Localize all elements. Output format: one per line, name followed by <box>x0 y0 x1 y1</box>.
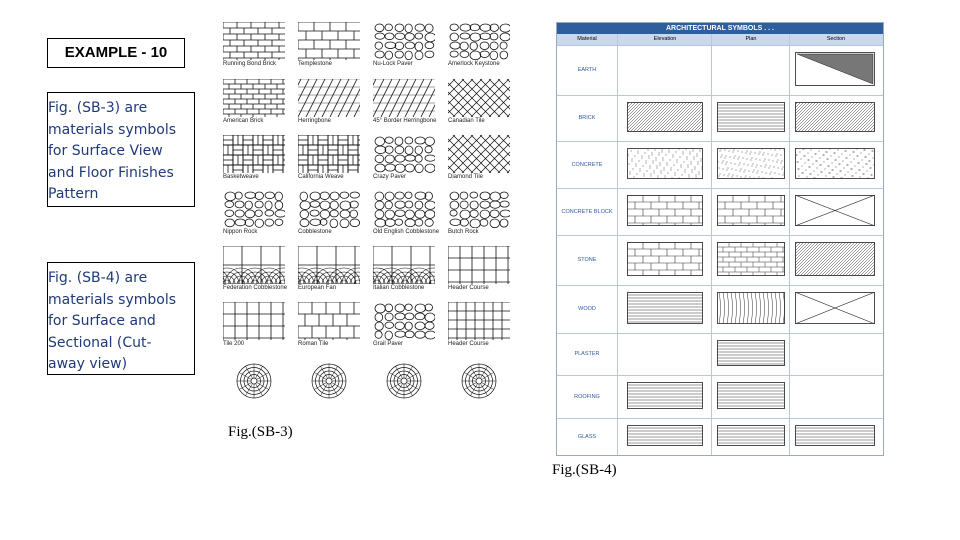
material-name: EARTH <box>577 67 597 73</box>
material-symbol <box>627 195 703 226</box>
pattern-tile <box>223 302 285 340</box>
pattern-label: Diamond Tile <box>448 174 484 180</box>
sb4-desc-line: away view) <box>48 356 128 372</box>
material-row <box>557 45 883 96</box>
material-symbol <box>627 242 703 276</box>
pattern-tile <box>223 135 285 173</box>
pattern-tile <box>373 79 435 117</box>
pattern-tile <box>448 79 510 117</box>
sb4-col-material: Material <box>577 36 597 42</box>
pattern-swatch <box>223 302 285 340</box>
material-symbol-cell <box>627 102 703 132</box>
material-name: BRICK <box>578 115 596 121</box>
sb3-desc-line: materials symbols <box>48 121 177 138</box>
example-title <box>47 38 185 68</box>
pattern-tile <box>298 22 360 60</box>
pattern-label: Nippon Rock <box>223 229 258 235</box>
pattern-label: Header Course <box>448 341 489 347</box>
figure-sb4-caption: Fig.(SB-4) <box>552 462 617 478</box>
material-symbol-cell <box>717 425 785 446</box>
pattern-tile <box>223 79 285 117</box>
sb4-desc-line: Fig. (SB-4) are <box>48 270 148 286</box>
material-symbol-cell <box>795 148 875 179</box>
pattern-swatch <box>223 79 285 117</box>
sb4-col-plan: Plan <box>745 36 757 42</box>
pattern-label: American Brick <box>223 118 264 124</box>
pattern-swatch <box>448 190 510 228</box>
pattern-tile <box>223 246 285 284</box>
pattern-swatch <box>298 302 360 340</box>
pattern-label: Basketweave <box>223 174 259 180</box>
material-symbol-cell <box>627 242 703 276</box>
sb4-column-headers <box>557 34 883 45</box>
pattern-label: Roman Tile <box>298 341 329 347</box>
material-symbol <box>717 425 785 446</box>
pattern-swatch <box>448 22 510 60</box>
pattern-label: Grail Paver <box>373 341 404 347</box>
sb3-desc-line: Pattern <box>48 186 99 202</box>
sb3-desc-line: for Surface View <box>48 143 163 159</box>
material-symbol <box>717 195 785 226</box>
pattern-tile <box>448 190 510 228</box>
material-symbol-cell <box>795 292 875 324</box>
pattern-tile <box>448 135 510 173</box>
pattern-tile <box>448 302 510 340</box>
pattern-label: Running Bond Brick <box>223 61 277 67</box>
material-symbol-cell <box>627 382 703 409</box>
material-name: CONCRETE <box>571 161 603 168</box>
pattern-label: 45° Border Herringbone <box>373 118 437 124</box>
pattern-swatch <box>298 246 360 284</box>
material-name: WOOD <box>578 306 596 312</box>
material-symbol <box>627 382 703 409</box>
material-name: ROOFING <box>574 393 600 400</box>
example-title-text: EXAMPLE - 10 <box>64 44 168 61</box>
material-symbol-cell <box>627 425 703 446</box>
circular-paver-pattern <box>448 354 510 408</box>
pattern-tile <box>373 302 435 340</box>
figure-sb3-caption: Fig.(SB-3) <box>228 424 293 440</box>
material-name: GLASS <box>577 433 597 440</box>
pattern-tile <box>448 22 510 60</box>
material-row <box>557 375 883 419</box>
pattern-swatch <box>298 22 360 60</box>
material-symbol-cell <box>717 340 785 366</box>
pattern-tile <box>223 190 285 228</box>
material-symbol-cell <box>795 425 875 446</box>
material-symbol <box>717 382 785 409</box>
material-row <box>557 141 883 189</box>
material-row <box>557 285 883 334</box>
material-symbol-cell <box>795 242 875 276</box>
pattern-label: Butch Rock <box>448 229 479 235</box>
material-symbol-cell <box>795 102 875 132</box>
material-symbol-cell <box>717 102 785 132</box>
material-name: STONE <box>577 257 597 263</box>
pattern-label: Templestone <box>298 61 333 67</box>
pattern-label: Crazy Paver <box>373 174 407 180</box>
material-symbol <box>717 242 785 276</box>
pattern-swatch <box>223 246 285 284</box>
pattern-label: Tile 200 <box>223 341 245 347</box>
material-symbol-cell <box>717 292 785 324</box>
pattern-swatch <box>448 79 510 117</box>
sb4-col-elevation: Elevation <box>653 36 677 42</box>
sb4-col-section: Section <box>826 36 846 42</box>
pattern-label: Herringbone <box>298 118 332 124</box>
material-symbol <box>795 148 875 179</box>
material-row <box>557 95 883 142</box>
pattern-tile <box>298 135 360 173</box>
pattern-swatch <box>448 135 510 173</box>
pattern-swatch <box>223 135 285 173</box>
material-row <box>557 235 883 286</box>
figure-sb4-symbols-table <box>556 22 884 456</box>
sb3-description <box>47 92 195 207</box>
figure-sb3-pattern-grid <box>220 18 520 418</box>
material-row <box>557 188 883 236</box>
material-symbol <box>717 102 785 132</box>
circular-paver-pattern <box>223 354 285 408</box>
material-symbol <box>795 52 875 86</box>
circular-paver-pattern <box>298 354 360 408</box>
material-name: PLASTER <box>574 351 600 357</box>
pattern-label: Old English Cobblestone <box>373 229 440 235</box>
pattern-label: Amerlock Keystone <box>448 61 500 67</box>
pattern-label: Canadian Tile <box>448 118 485 124</box>
material-symbol-cell <box>627 292 703 324</box>
pattern-tile <box>298 246 360 284</box>
sb4-desc-line: materials symbols <box>48 291 177 308</box>
sb4-desc-line: Sectional (Cut- <box>48 334 152 351</box>
material-symbol-cell <box>627 195 703 226</box>
pattern-tile <box>373 22 435 60</box>
pattern-tile <box>373 246 435 284</box>
material-symbol-cell <box>795 195 875 226</box>
pattern-tile <box>298 79 360 117</box>
material-symbol <box>795 242 875 276</box>
pattern-swatch <box>373 22 435 60</box>
pattern-label: Federation Cobblestone <box>223 285 288 291</box>
pattern-tile <box>223 22 285 60</box>
pattern-swatch <box>448 246 510 284</box>
pattern-label: European Fan <box>298 285 337 291</box>
material-symbol-cell <box>627 148 703 179</box>
material-symbol <box>627 425 703 446</box>
material-symbol <box>795 195 875 226</box>
pattern-tile <box>448 246 510 284</box>
material-symbol <box>627 102 703 132</box>
material-symbol-cell <box>717 148 785 179</box>
pattern-swatch <box>373 79 435 117</box>
material-symbol-cell <box>795 52 875 86</box>
material-symbol <box>795 102 875 132</box>
pattern-swatch <box>223 22 285 60</box>
material-symbol-cell <box>717 242 785 276</box>
pattern-tile <box>373 190 435 228</box>
sb4-desc-line: for Surface and <box>48 313 156 329</box>
pattern-label: Header Course <box>448 285 489 291</box>
material-row <box>557 418 883 456</box>
material-symbol-cell <box>717 195 785 226</box>
pattern-tile <box>373 135 435 173</box>
pattern-swatch <box>298 190 360 228</box>
circular-paver-pattern <box>373 354 435 408</box>
pattern-tile <box>298 302 360 340</box>
pattern-swatch <box>298 135 360 173</box>
pattern-label: Italian Cobblestone <box>373 285 425 291</box>
material-symbol <box>627 148 703 179</box>
pattern-label: Nu-Lock Paver <box>373 61 413 67</box>
material-symbol <box>717 340 785 366</box>
material-row <box>557 333 883 376</box>
material-symbol <box>717 292 785 324</box>
material-symbol <box>627 292 703 324</box>
sb4-description <box>47 262 195 375</box>
material-name: CONCRETE BLOCK <box>561 208 613 215</box>
pattern-swatch <box>448 302 510 340</box>
material-symbol <box>717 148 785 179</box>
sb4-header: ARCHITECTURAL SYMBOLS . . . <box>557 23 883 34</box>
pattern-swatch <box>373 135 435 173</box>
material-symbol <box>795 425 875 446</box>
pattern-swatch <box>373 246 435 284</box>
material-symbol <box>795 292 875 324</box>
pattern-label: Cobblestone <box>298 229 332 235</box>
sb3-desc-line: and Floor Finishes <box>48 164 174 181</box>
pattern-label: California Weave <box>298 174 344 180</box>
pattern-swatch <box>373 302 435 340</box>
pattern-swatch <box>223 190 285 228</box>
pattern-swatch <box>373 190 435 228</box>
pattern-tile <box>298 190 360 228</box>
material-symbol-cell <box>717 382 785 409</box>
sb3-desc-line: Fig. (SB-3) are <box>48 100 148 116</box>
pattern-swatch <box>298 79 360 117</box>
